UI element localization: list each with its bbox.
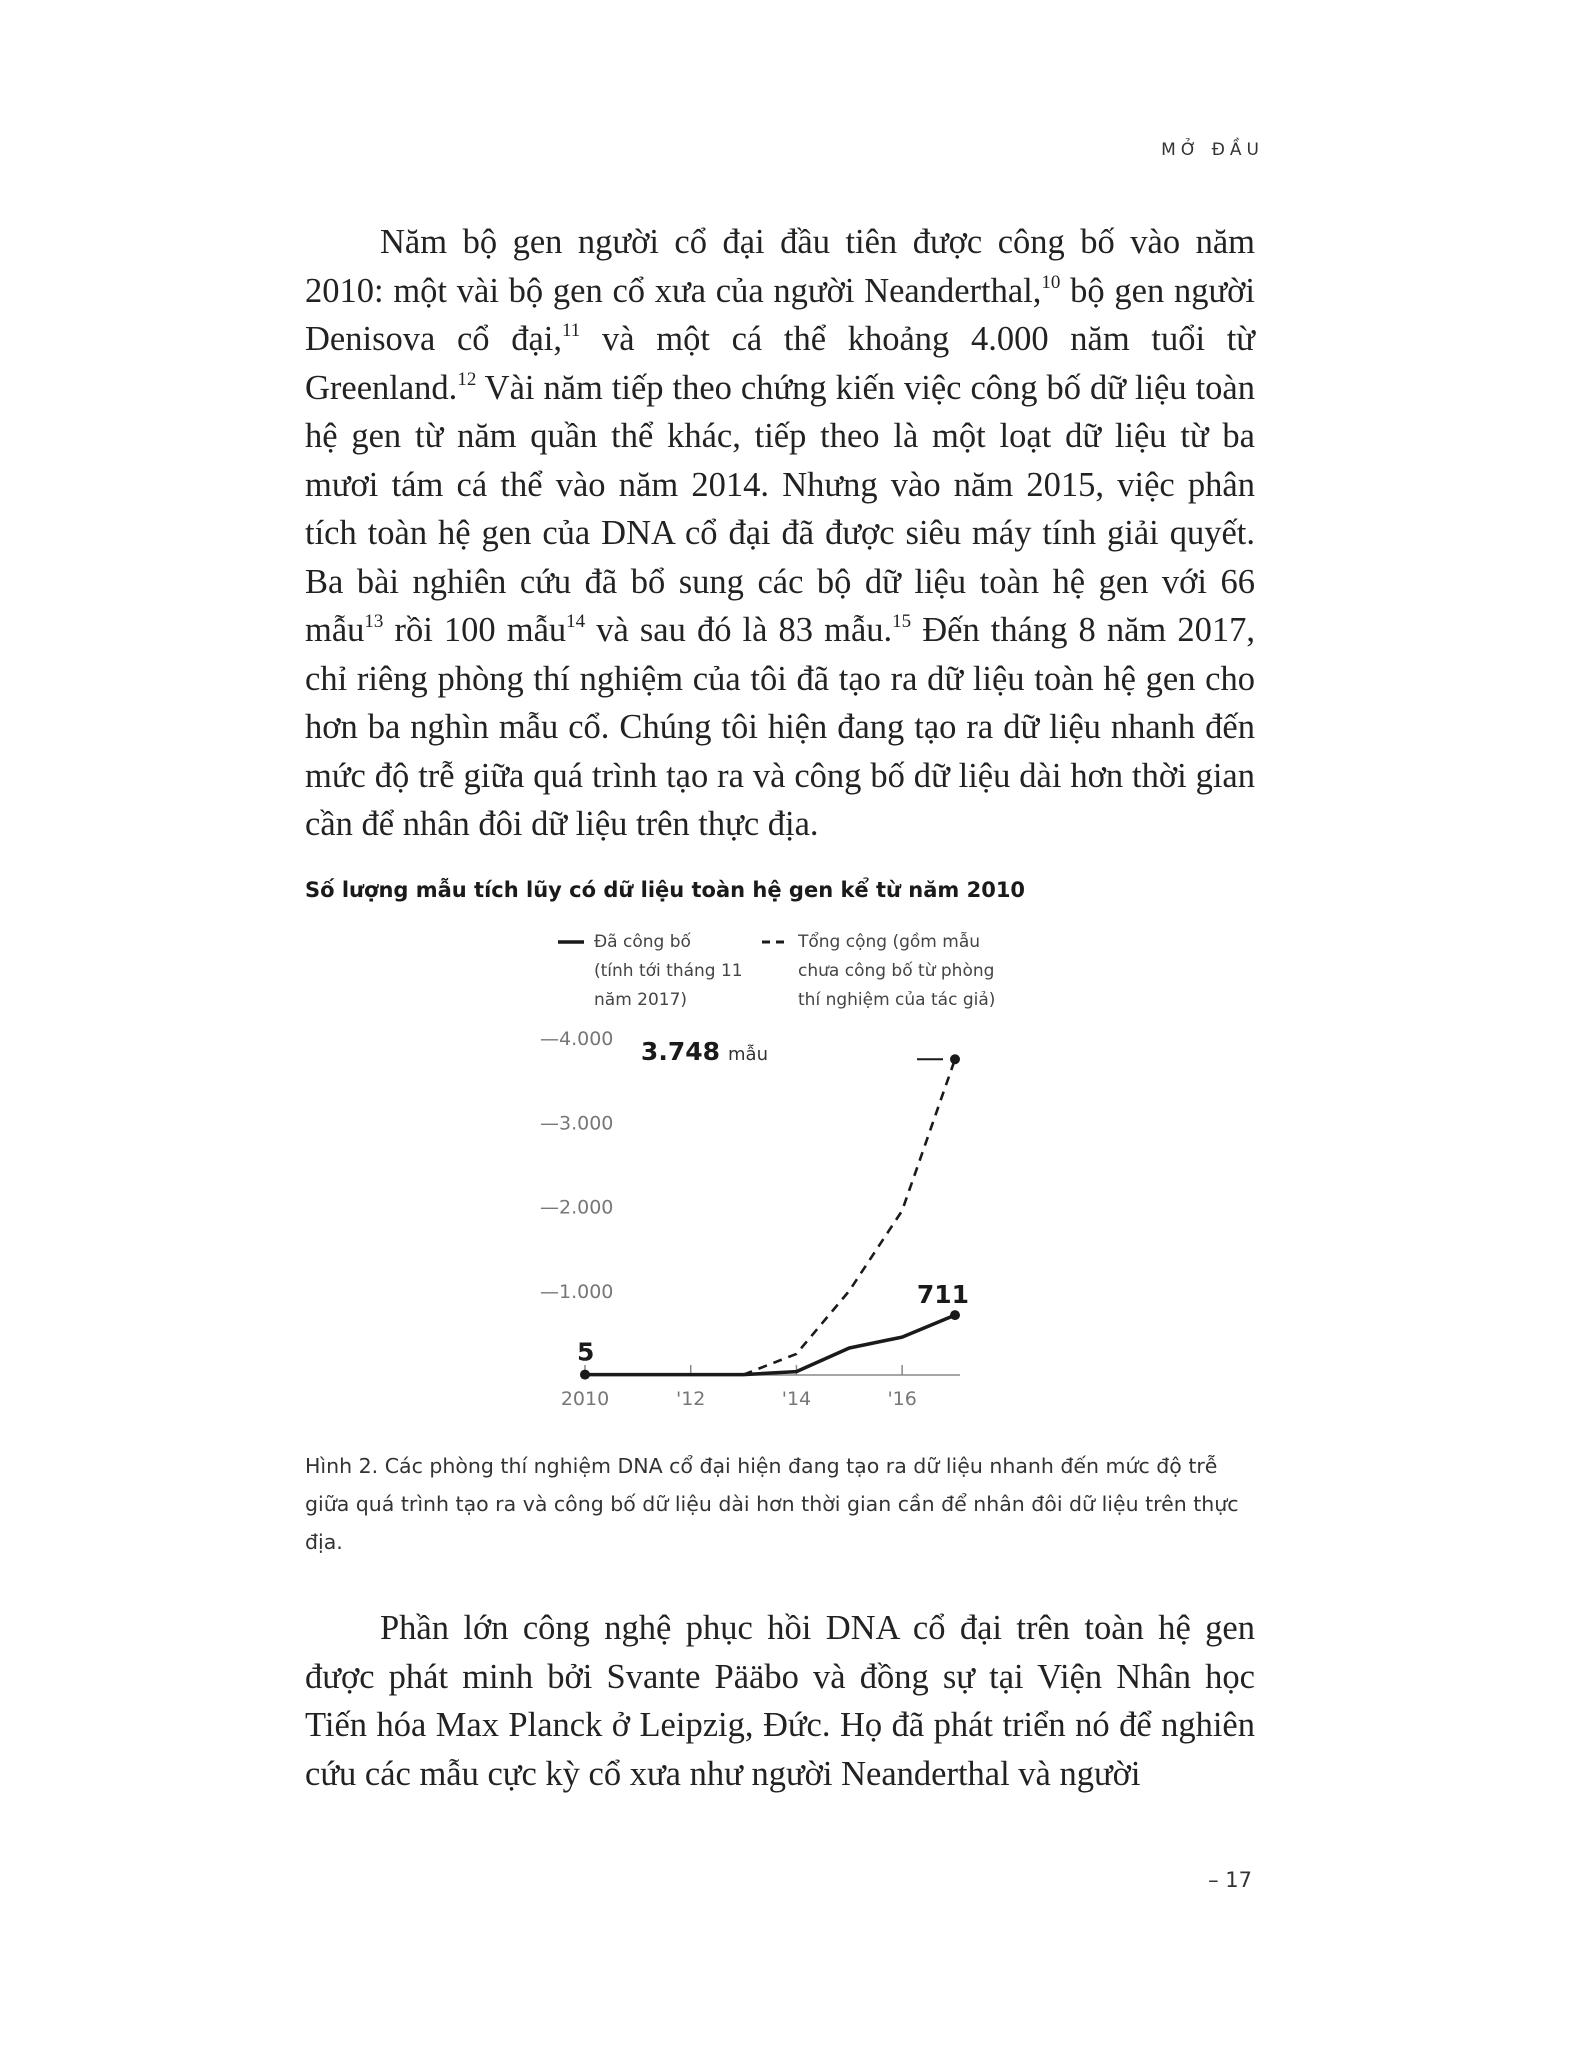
x-tick-label: 2010 bbox=[560, 1388, 610, 1410]
y-tick-label: —4.000 bbox=[540, 1028, 614, 1050]
y-tick-label: —2.000 bbox=[540, 1196, 614, 1219]
footnote-ref-14[interactable]: 14 bbox=[566, 611, 586, 632]
paragraph-text: Đến tháng 8 năm 2017, chỉ riêng phòng thí nghiệm của tôi đã tạo ra dữ liệu toàn hệ gen cho hơn ba nghìn mẫu cổ. Chúng tôi hiện đang tạo ra dữ liệu nhanh đến mức độ trễ giữa quá trình tạo ra và công bố dữ liệu dài hơn thời gian cần để nhân đôi dữ liệu trên thực địa. bbox=[305, 611, 1255, 843]
legend-label-total: Tổng cộng (gồm mẫu chưa công bố từ phòng thí nghiệm của tác giả) bbox=[798, 932, 996, 1010]
paragraph-text: bộ gen người Denisova cổ đại, bbox=[305, 271, 1255, 358]
start-value-label: 5 bbox=[577, 1337, 595, 1367]
paragraph-text: và một cá thể khoảng 4.000 năm tuổi từ Greenland. bbox=[305, 320, 1256, 407]
legend-dashed-line-swatch bbox=[762, 938, 788, 946]
paragraph-text: và sau đó là 83 mẫu. bbox=[585, 611, 893, 649]
footnote-ref-15[interactable]: 15 bbox=[892, 611, 912, 632]
x-tick-label: '12 bbox=[676, 1388, 706, 1410]
chart-title: Số lượng mẫu tích lũy có dữ liệu toàn hệ gen kể từ năm 2010 bbox=[305, 878, 1026, 902]
x-tick-label: '14 bbox=[781, 1388, 812, 1410]
y-tick-label: —3.000 bbox=[540, 1112, 614, 1135]
series-line-published bbox=[585, 1315, 955, 1375]
end-value-label-published: 711 bbox=[916, 1280, 969, 1310]
legend-label-published: Đã công bố (tính tới tháng 11 năm 2017) bbox=[594, 932, 743, 1010]
x-tick-label: '16 bbox=[887, 1388, 917, 1410]
y-tick-label: —1.000 bbox=[540, 1280, 614, 1303]
running-head: MỞ ĐẦU bbox=[1161, 140, 1264, 160]
end-point-dot-published bbox=[950, 1310, 960, 1320]
end-value-label-total: 3.748 bbox=[640, 1037, 720, 1066]
end-value-unit-label: mẫu bbox=[728, 1044, 768, 1065]
page-number: – 17 bbox=[1208, 1868, 1252, 1892]
start-point-dot bbox=[580, 1370, 590, 1380]
body-paragraph-2 bbox=[305, 1604, 1255, 1798]
footnote-ref-13[interactable]: 13 bbox=[364, 611, 384, 632]
paragraph-text: Vài năm tiếp theo chứng kiến việc công bố dữ liệu toàn hệ gen từ năm quần thể khác, tiếp theo là một loạt dữ liệu từ ba mươi tám cá thể vào năm 2014. Nhưng vào năm 2015, việc phân tích toàn hệ gen của DNA cổ đại đã được siêu máy tính giải quyết. Ba bài nghiên cứu đã bổ sung các bộ dữ liệu toàn hệ gen với 66 mẫu bbox=[305, 368, 1255, 649]
paragraph-text: Phần lớn công nghệ phục hồi DNA cổ đại trên toàn hệ gen được phát minh bởi Svante Pääbo và đồng sự tại Viện Nhân học Tiến hóa Max Planck ở Leipzig, Đức. Họ đã phát triển nó để nghiên cứu các mẫu cực kỳ cổ xưa như người Neanderthal và người bbox=[305, 1609, 1255, 1793]
footnote-ref-10[interactable]: 10 bbox=[1041, 271, 1061, 293]
legend-solid-line-swatch bbox=[558, 938, 584, 946]
cumulative-samples-line-chart bbox=[540, 1010, 1010, 1420]
figure-caption: Hình 2. Các phòng thí nghiệm DNA cổ đại hiện đang tạo ra dữ liệu nhanh đến mức độ trễ giữa quá trình tạo ra và công bố dữ liệu dài hơn thời gian cần để nhân đôi dữ liệu trên thực địa. bbox=[305, 1454, 1239, 1554]
end-point-dot-total bbox=[950, 1054, 960, 1064]
footnote-ref-11[interactable]: 11 bbox=[562, 320, 581, 341]
body-paragraph-1 bbox=[305, 218, 1255, 849]
paragraph-text: rồi 100 mẫu bbox=[383, 611, 567, 649]
footnote-ref-12[interactable]: 12 bbox=[457, 368, 477, 390]
paragraph-text: Năm bộ gen người cổ đại đầu tiên được công bố vào năm 2010: một vài bộ gen cổ xưa của người Neanderthal, bbox=[305, 223, 1255, 310]
